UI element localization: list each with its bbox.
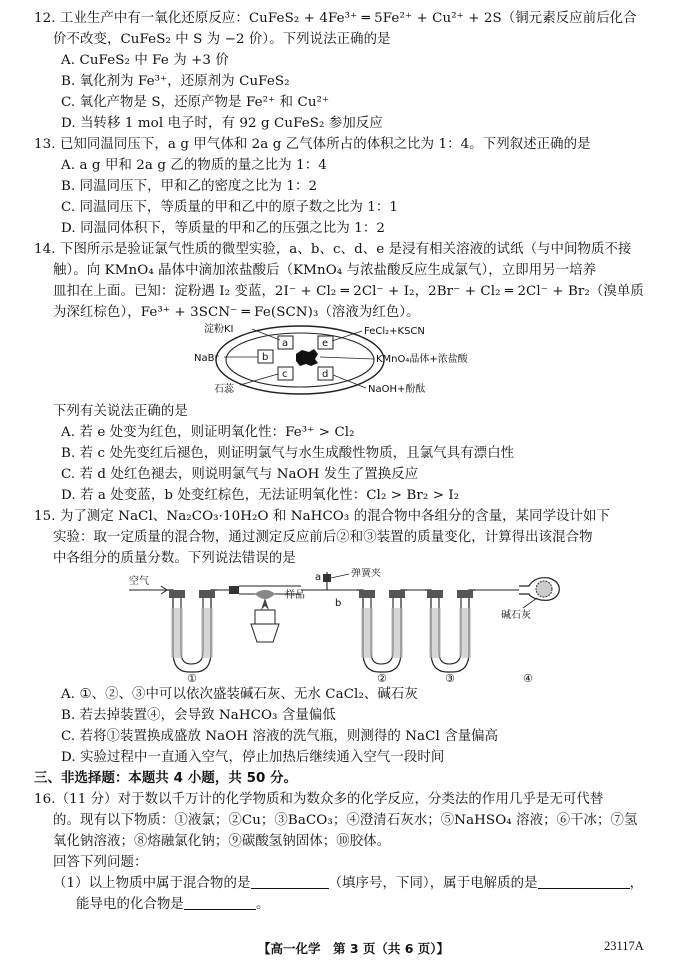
q12-option-c: C. 氧化产物是 S，还原产物是 Fe²⁺ 和 Cu²⁺ <box>61 95 330 110</box>
q13-option-a: A. a g 甲和 2a g 乙的物质的量之比为 1：4 <box>61 158 327 173</box>
apparatus-figure <box>125 568 565 684</box>
paper-e-label: e <box>322 338 329 349</box>
number-3: ③ <box>445 672 455 684</box>
answer-blank-conductive-compounds[interactable] <box>184 896 256 910</box>
label-fecl2-kscn: FeCl₂+KSCN <box>364 326 425 337</box>
kmno4-crystal <box>296 349 318 366</box>
q16-part1-text-c: ， <box>629 876 644 891</box>
q16-part1-text-a: （1）以上物质中属于混合物的是 <box>53 876 251 891</box>
q12-option-b: B. 氧化剂为 Fe³⁺，还原剂为 CuFeS₂ <box>61 74 290 89</box>
q13-option-d: D. 同温同体积下，等质量的甲和乙的压强之比为 1：2 <box>61 221 385 236</box>
q12-stem-line2: 价不改变，CuFeS₂ 中 S 为 −2 价）。下列说法正确的是 <box>53 32 391 47</box>
label-litmus: 石蕊 <box>214 384 234 395</box>
q12-option-d: D. 当转移 1 mol 电子时，有 92 g CuFeS₂ 参加反应 <box>61 116 383 131</box>
q13-option-b: B. 同温同压下，甲和乙的密度之比为 1：2 <box>61 179 318 194</box>
answer-blank-mixtures[interactable] <box>251 875 329 889</box>
paper-c-label: c <box>282 369 288 380</box>
q14-stem-line4: 为深红棕色），Fe³⁺ + 3SCN⁻ ═ Fe(SCN)₃（溶液为红色）。 <box>53 305 420 320</box>
label-soda-lime: 碱石灰 <box>501 610 531 621</box>
q16-stem-line1: 16.（11 分）对于数以千万计的化学物质和为数众多的化学反应，分类法的作用几乎是无可代替 <box>34 792 604 807</box>
label-sample: 样品 <box>285 590 305 601</box>
q13-option-c: C. 同温同压下，等质量的甲和乙中的原子数之比为 1：1 <box>61 200 398 215</box>
number-4: ④ <box>523 672 533 684</box>
q15-option-d: D. 实验过程中一直通入空气，停止加热后继续通入空气一段时间 <box>61 750 445 765</box>
q15-option-b: B. 若去掉装置④，会导致 NaHCO₃ 含量偏低 <box>61 708 336 723</box>
q14-option-c: C. 若 d 处红色褪去，则说明氯气与 NaOH 发生了置换反应 <box>61 467 419 482</box>
footer-page-info: 【高一化学 第 3 页（共 6 页）】 <box>258 941 450 956</box>
q16-part1-line2 <box>76 896 269 914</box>
q15-stem-line1: 15. 为了测定 NaCl、Na₂CO₃·10H₂O 和 NaHCO₃ 的混合物中各组分的含量，某同学设计如下 <box>34 509 611 524</box>
q14-stem-line1: 14. 下图所示是验证氯气性质的微型实验，a、b、c、d、e 是浸有相关溶液的试纸（与中间物质不接 <box>34 242 632 257</box>
q15-option-a: A. ①、②、③中可以依次盛装碱石灰、无水 CaCl₂、碱石灰 <box>61 687 418 702</box>
label-kmno4-hcl: KMnO₄晶体+浓盐酸 <box>376 354 468 365</box>
label-starch-ki: 淀粉KI <box>204 324 234 335</box>
answer-blank-electrolytes[interactable] <box>538 875 630 889</box>
q16-stem-line3: 氧化钠溶液；⑧熔融氯化钠；⑨碳酸氢钠固体；⑩胶体。 <box>53 834 391 849</box>
q12-option-a: A. CuFeS₂ 中 Fe 为 +3 价 <box>61 53 229 68</box>
label-nabr: NaBr <box>194 353 219 364</box>
q12-stem-line1: 12. 工业生产中有一氧化还原反应：CuFeS₂ + 4Fe³⁺ ═ 5Fe²⁺ + Cu²⁺ + 2S（铜元素反应前后化合 <box>34 11 637 26</box>
q16-part1-text-b: （填序号，下同），属于电解质的是 <box>328 876 538 891</box>
label-spring-clamp: 弹簧夹 <box>351 568 381 579</box>
petri-dish-figure <box>180 322 520 402</box>
u-tube-3 <box>425 590 475 672</box>
section-3-heading: 三、非选择题：本题共 4 小题，共 50 分。 <box>34 771 298 786</box>
paper-d-label: d <box>322 369 329 380</box>
q14-option-a: A. 若 e 处变为红色，则证明氧化性：Fe³⁺ > Cl₂ <box>61 425 355 440</box>
q15-stem-line3: 中各组分的质量分数。下列说法错误的是 <box>53 551 296 566</box>
q13-stem: 13. 已知同温同压下，a g 甲气体和 2a g 乙气体所占的体积之比为 1：4。下列叙述正确的是 <box>34 137 591 152</box>
number-1: ① <box>187 672 197 684</box>
label-air: 空气 <box>129 576 149 587</box>
q14-prompt: 下列有关说法正确的是 <box>53 404 188 419</box>
footer-code: 23117A <box>604 939 644 953</box>
paper-b-label: b <box>262 352 269 363</box>
q14-stem-line2: 触）。向 KMnO₄ 晶体中滴加浓盐酸后（KMnO₄ 与浓盐酸反应生成氯气），立即用另一培养 <box>53 263 597 278</box>
label-naoh-phenolphthalein: NaOH+酚酞 <box>368 384 426 395</box>
u-tube-2 <box>357 590 407 672</box>
drying-tube-4 <box>519 578 559 601</box>
q14-option-b: B. 若 c 处先变红后褪色，则证明氯气与水生成酸性物质，且氯气具有漂白性 <box>61 446 515 461</box>
label-b: b <box>335 598 342 609</box>
q16-part1-text-e: 。 <box>255 897 270 912</box>
q14-option-d: D. 若 a 处变蓝，b 处变红棕色，无法证明氧化性：Cl₂ > Br₂ > I₂ <box>61 488 460 503</box>
q16-part1-line1 <box>53 875 643 893</box>
q15-stem-line2: 实验：取一定质量的混合物，通过测定反应前后②和③装置的质量变化，计算得出该混合物 <box>53 530 593 545</box>
u-tube-1 <box>167 590 217 672</box>
paper-a-label: a <box>282 338 289 349</box>
q16-prompt: 回答下列问题： <box>53 855 148 870</box>
number-2: ② <box>377 672 387 684</box>
q15-option-c: C. 若将①装置换成盛放 NaOH 溶液的洗气瓶，则测得的 NaCl 含量偏高 <box>61 729 499 744</box>
q14-stem-line3: 皿扣在上面。已知：淀粉遇 I₂ 变蓝，2I⁻ + Cl₂ ═ 2Cl⁻ + I₂，2Br⁻ + Cl₂ ═ 2Cl⁻ + Br₂（溴单质 <box>53 284 644 299</box>
label-a: a <box>315 572 322 583</box>
q16-stem-line2: 的。现有以下物质：①液氯；②Cu；③BaCO₃；④澄清石灰水；⑤NaHSO₄ 溶液；⑥干冰；⑦氢 <box>53 813 638 828</box>
q16-part1-text-d: 能导电的化合物是 <box>76 897 184 912</box>
